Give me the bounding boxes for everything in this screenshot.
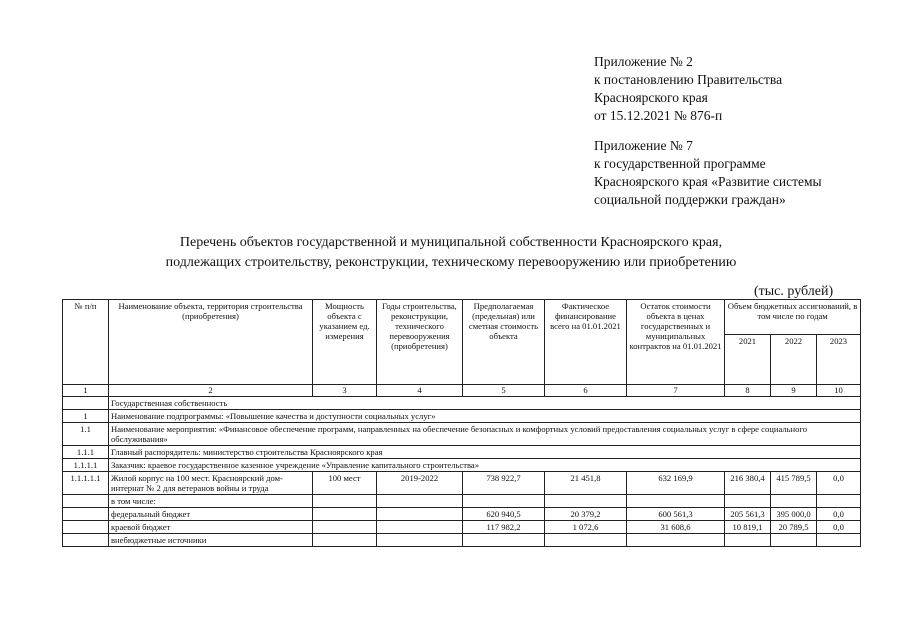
document-title-line-2: подлежащих строительству, реконструкции, техническому перевооружению или приобретению	[165, 255, 737, 270]
table-row-event	[63, 423, 861, 446]
header-2022: 2022	[771, 335, 817, 385]
header-remaining: Остаток стоимости объекта в ценах государственных и муниципальных контрактов на 01.01.2021	[627, 300, 725, 385]
document-title	[0, 233, 902, 273]
table-row-object	[63, 472, 861, 495]
federal-remaining: 600 561,3	[627, 508, 725, 521]
header-capacity: Мощность объекта с указанием ед. измерения	[313, 300, 377, 385]
appendix-note-2-line: к государственной программе	[594, 156, 766, 171]
regional-remaining: 31 608,6	[627, 521, 725, 534]
table-row-including	[63, 495, 861, 508]
table-row-federal	[63, 508, 861, 521]
units-label: (тыс. рублей)	[754, 284, 834, 299]
header-2021: 2021	[725, 335, 771, 385]
object-financing: 21 451,8	[545, 472, 627, 495]
event-name: Наименование мероприятия: «Финансовое обеспечение программ, направленных на обеспечение безопасных и комфортных условий предоставления социальных услуг в сфере социального обслуживания»	[109, 423, 861, 446]
appendix-note-2-line: Приложение № 7	[594, 138, 693, 153]
manager-number: 1.1.1	[63, 446, 109, 459]
column-number: 10	[817, 385, 861, 397]
column-number-row	[63, 385, 861, 397]
federal-cost: 620 940,5	[463, 508, 545, 521]
regional-cost: 117 982,2	[463, 521, 545, 534]
object-2021: 216 380,4	[725, 472, 771, 495]
object-2022: 415 789,5	[771, 472, 817, 495]
column-number: 7	[627, 385, 725, 397]
object-years: 2019-2022	[377, 472, 463, 495]
column-number: 1	[63, 385, 109, 397]
column-number: 3	[313, 385, 377, 397]
object-name: Жилой корпус на 100 мест. Красноярский дом-интернат № 2 для ветеранов войны и труда	[109, 472, 313, 495]
appendix-note-1-line: Красноярского края	[594, 90, 708, 105]
manager-name: Главный распорядитель: министерство строительства Красноярского края	[109, 446, 861, 459]
appendix-note-1-line: от 15.12.2021 № 876-п	[594, 108, 723, 123]
table-row-subprogram	[63, 410, 861, 423]
appendix-note-2-line: социальной поддержки граждан»	[594, 192, 786, 207]
subprogram-number: 1	[63, 410, 109, 423]
regional-label: краевой бюджет	[109, 521, 313, 534]
object-cost: 738 922,7	[463, 472, 545, 495]
table-row-extrabudgetary	[63, 534, 861, 547]
federal-financing: 20 379,2	[545, 508, 627, 521]
header-num: № п/п	[63, 300, 109, 385]
federal-2022: 395 000,0	[771, 508, 817, 521]
header-years: Годы строительства, реконструкции, технического перевооружения (приобретения)	[377, 300, 463, 385]
objects-table	[62, 299, 861, 547]
table-header-row	[63, 300, 861, 335]
table-row-customer	[63, 459, 861, 472]
column-number: 5	[463, 385, 545, 397]
table-row-regional	[63, 521, 861, 534]
regional-2022: 20 789,5	[771, 521, 817, 534]
appendix-note-2-line: Красноярского края «Развитие системы	[594, 174, 822, 189]
customer-number: 1.1.1.1	[63, 459, 109, 472]
federal-2023: 0,0	[817, 508, 861, 521]
appendix-note-2	[594, 137, 822, 209]
column-number: 9	[771, 385, 817, 397]
object-2023: 0,0	[817, 472, 861, 495]
column-number: 6	[545, 385, 627, 397]
including-label: в том числе:	[109, 495, 313, 508]
event-number: 1.1	[63, 423, 109, 446]
extrabudgetary-label: внебюджетные источники	[109, 534, 313, 547]
table-row-manager	[63, 446, 861, 459]
regional-2023: 0,0	[817, 521, 861, 534]
regional-financing: 1 072,6	[545, 521, 627, 534]
object-capacity: 100 мест	[313, 472, 377, 495]
header-cost: Предполагаемая (предельная) или сметная стоимость объекта	[463, 300, 545, 385]
header-budget: Объем бюджетных ассигнований, в том числе по годам	[725, 300, 861, 335]
subprogram-name: Наименование подпрограммы: «Повышение качества и доступности социальных услуг»	[109, 410, 861, 423]
header-2023: 2023	[817, 335, 861, 385]
appendix-note-1-line: Приложение № 2	[594, 54, 693, 69]
object-remaining: 632 169,9	[627, 472, 725, 495]
column-number: 2	[109, 385, 313, 397]
column-number: 8	[725, 385, 771, 397]
appendix-note-1	[594, 53, 782, 125]
federal-label: федеральный бюджет	[109, 508, 313, 521]
appendix-note-1-line: к постановлению Правительства	[594, 72, 783, 87]
federal-2021: 205 561,3	[725, 508, 771, 521]
regional-2021: 10 819,1	[725, 521, 771, 534]
customer-name: Заказчик: краевое государственное казенное учреждение «Управление капитального строительства»	[109, 459, 861, 472]
section-state-property: Государственная собственность	[109, 397, 861, 410]
object-number: 1.1.1.1.1	[63, 472, 109, 495]
table-row-section	[63, 397, 861, 410]
header-financing: Фактическое финансирование всего на 01.01.2021	[545, 300, 627, 385]
header-name: Наименование объекта, территория строительства (приобретения)	[109, 300, 313, 385]
document-title-line-1: Перечень объектов государственной и муниципальной собственности Красноярского края,	[179, 235, 723, 250]
column-number: 4	[377, 385, 463, 397]
